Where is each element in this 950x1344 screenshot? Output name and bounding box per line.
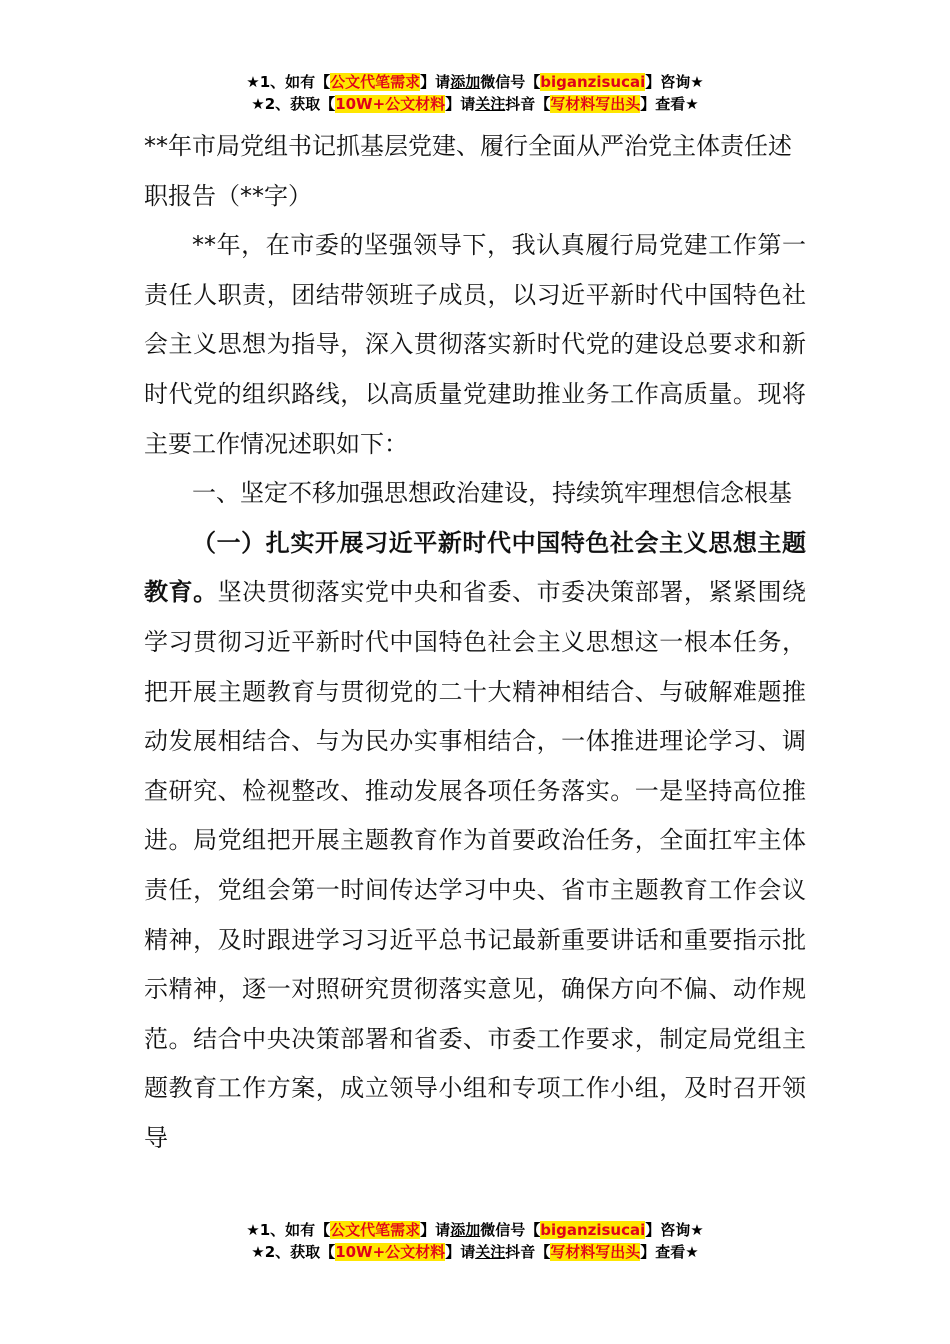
promo-highlight: 10W+公文材料 — [335, 1243, 446, 1261]
promo-text: ★1、如有【 — [246, 1221, 331, 1239]
subsection-body: 坚决贯彻落实党中央和省委、市委决策部署，紧紧围绕学习贯彻习近平新时代中国特色社会主义思想这一根本任务，把开展主题教育与贯彻党的二十大精神相结合、与破解难题推动发展相结合、与为民办实事相结合，一体推进理论学习、调查研究、检视整改、推动发展各项任务落实。一是坚持高位推进。局党组把开展主题教育作为首要政治任务，全面扛牢主体责任，党组会第一时间传达学习中央、省市主题教育工作会议精神，及时跟进学习习近平总书记最新重要讲话和重要指示批示精神，逐一对照研究贯彻落实意见，确保方向不偏、动作规范。结合中央决策部署和省委、市委工作要求，制定局党组主题教育工作方案，成立领导小组和专项工作小组，及时召开领导 — [144, 578, 807, 1152]
promo-text: 微信号【 — [480, 73, 541, 91]
document-body — [144, 122, 806, 1163]
promo-text: ★1、如有【 — [246, 73, 331, 91]
promo-text: 抖音【 — [505, 1243, 551, 1261]
promo-text: 】请 — [420, 73, 451, 91]
header-promo-banner — [0, 71, 950, 115]
promo-underlined: 关注 — [475, 1243, 506, 1261]
promo-text: 】咨询★ — [645, 1221, 704, 1239]
promo-text: 】请 — [445, 1243, 476, 1261]
promo-text: 】请 — [420, 1221, 451, 1239]
section-heading: 一、坚定不移加强思想政治建设，持续筑牢理想信念根基 — [192, 479, 792, 508]
promo-underlined: 关注 — [475, 95, 506, 113]
promo-text: 微信号【 — [480, 1221, 541, 1239]
promo-line-2 — [0, 93, 950, 115]
promo-text: 】查看★ — [640, 95, 699, 113]
subsection-heading: （一）扎实开展习近平新时代中国特色社会主义思想主题教育。 — [144, 528, 806, 607]
promo-line-1 — [0, 1219, 950, 1241]
promo-douyin-id: 写材料写出头 — [550, 1243, 641, 1261]
promo-wechat-id: biganzisucai — [540, 1221, 646, 1239]
intro-paragraph: **年，在市委的坚强领导下，我认真履行局党建工作第一责任人职责，团结带领班子成员，以习近平新时代中国特色社会主义思想为指导，深入贯彻落实新时代党的建设总要求和新时代党的组织路线，以高质量党建助推业务工作高质量。现将主要工作情况述职如下： — [144, 231, 806, 458]
promo-text: 】查看★ — [640, 1243, 699, 1261]
promo-highlight: 公文代笔需求 — [330, 1221, 421, 1239]
document-title: **年市局党组书记抓基层党建、履行全面从严治党主体责任述职报告（**字） — [144, 132, 792, 210]
promo-text: 抖音【 — [505, 95, 551, 113]
promo-wechat-id: biganzisucai — [540, 73, 646, 91]
promo-line-1 — [0, 71, 950, 93]
promo-underlined: 添加 — [450, 73, 481, 91]
promo-text: ★2、获取【 — [251, 95, 336, 113]
footer-promo-banner — [0, 1219, 950, 1263]
promo-highlight: 10W+公文材料 — [335, 95, 446, 113]
promo-text: 】咨询★ — [645, 73, 704, 91]
promo-text: 】请 — [445, 95, 476, 113]
promo-text: ★2、获取【 — [251, 1243, 336, 1261]
subsection-paragraph — [144, 519, 806, 1164]
promo-line-2 — [0, 1241, 950, 1263]
promo-underlined: 添加 — [450, 1221, 481, 1239]
promo-douyin-id: 写材料写出头 — [550, 95, 641, 113]
promo-highlight: 公文代笔需求 — [330, 73, 421, 91]
